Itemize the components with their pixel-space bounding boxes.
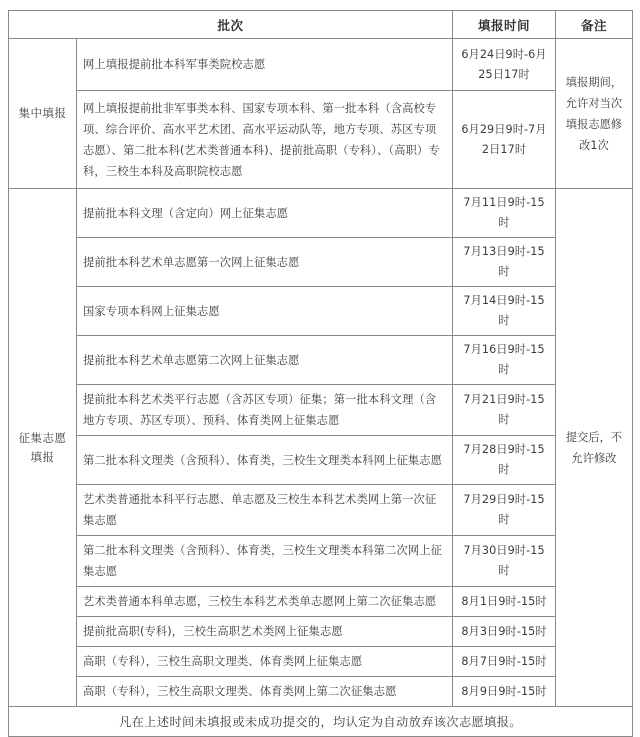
table-body xyxy=(9,39,633,737)
table-row xyxy=(9,587,633,617)
table-row xyxy=(9,39,633,91)
footer-note: 凡在上述时间未填报或未成功提交的，均认定为自动放弃该次志愿填报。 xyxy=(9,707,633,737)
batch-time: 7月11日9时-15时 xyxy=(453,189,556,238)
batch-time: 8月1日9时-15时 xyxy=(453,587,556,617)
batch-time: 8月7日9时-15时 xyxy=(453,647,556,677)
table-row xyxy=(9,647,633,677)
batch-description: 艺术类普通批本科平行志愿、单志愿及三校生本科艺术类网上第一次征集志愿 xyxy=(77,485,453,536)
batch-time: 7月21日9时-15时 xyxy=(453,385,556,436)
batch-time: 7月29日9时-15时 xyxy=(453,485,556,536)
batch-description: 提前批本科艺术单志愿第一次网上征集志愿 xyxy=(77,238,453,287)
table-row xyxy=(9,189,633,238)
table-row xyxy=(9,336,633,385)
batch-description: 第二批本科文理类（含预科）、体育类，三校生文理类本科网上征集志愿 xyxy=(77,436,453,485)
table-row xyxy=(9,385,633,436)
footer-row xyxy=(9,707,633,737)
batch-description: 高职（专科），三校生高职文理类、体育类网上第二次征集志愿 xyxy=(77,677,453,707)
header-row xyxy=(9,11,633,39)
table-row xyxy=(9,238,633,287)
batch-description: 网上填报提前批非军事类本科、国家专项本科、第一批本科（含高校专项、综合评价、高水平艺术团、高水平运动队等，地方专项、苏区专项志愿）、第二批本科(艺术类普通本科)、提前批高职（专科）、（高职）专科，三校生本科及高职院校志愿 xyxy=(77,91,453,189)
batch-time: 7月16日9时-15时 xyxy=(453,336,556,385)
batch-time: 7月30日9时-15时 xyxy=(453,536,556,587)
batch-time: 7月13日9时-15时 xyxy=(453,238,556,287)
batch-time: 8月9日9时-15时 xyxy=(453,677,556,707)
batch-time: 7月28日9时-15时 xyxy=(453,436,556,485)
group-label-concentrated: 集中填报 xyxy=(9,39,77,189)
table-row xyxy=(9,287,633,336)
batch-description: 国家专项本科网上征集志愿 xyxy=(77,287,453,336)
column-header-time: 填报时间 xyxy=(453,11,556,39)
table-row xyxy=(9,536,633,587)
batch-time: 6月29日9时-7月2日17时 xyxy=(453,91,556,189)
column-header-note: 备注 xyxy=(556,11,633,39)
table-row xyxy=(9,485,633,536)
table-row xyxy=(9,677,633,707)
group-note-concentrated: 填报期间，允许对当次填报志愿修改1次 xyxy=(556,39,633,189)
batch-description: 提前批本科艺术单志愿第二次网上征集志愿 xyxy=(77,336,453,385)
batch-time: 7月14日9时-15时 xyxy=(453,287,556,336)
batch-description: 网上填报提前批本科军事类院校志愿 xyxy=(77,39,453,91)
table-row xyxy=(9,91,633,189)
table-row xyxy=(9,617,633,647)
table-row xyxy=(9,436,633,485)
group-label-supplementary: 征集志愿填报 xyxy=(9,189,77,707)
batch-description: 第二批本科文理类（含预科）、体育类，三校生文理类本科第二次网上征集志愿 xyxy=(77,536,453,587)
column-header-batch: 批次 xyxy=(9,11,453,39)
batch-description: 提前批本科艺术类平行志愿（含苏区专项）征集；第一批本科文理（含地方专项、苏区专项）、预科、体育类网上征集志愿 xyxy=(77,385,453,436)
group-note-supplementary: 提交后，不允许修改 xyxy=(556,189,633,707)
volunteer-schedule-table xyxy=(8,10,633,737)
batch-description: 高职（专科），三校生高职文理类、体育类网上征集志愿 xyxy=(77,647,453,677)
batch-description: 艺术类普通本科单志愿，三校生本科艺术类单志愿网上第二次征集志愿 xyxy=(77,587,453,617)
batch-description: 提前批高职(专科)，三校生高职艺术类网上征集志愿 xyxy=(77,617,453,647)
table-header xyxy=(9,11,633,39)
batch-time: 8月3日9时-15时 xyxy=(453,617,556,647)
batch-time: 6月24日9时-6月25日17时 xyxy=(453,39,556,91)
batch-description: 提前批本科文理（含定向）网上征集志愿 xyxy=(77,189,453,238)
